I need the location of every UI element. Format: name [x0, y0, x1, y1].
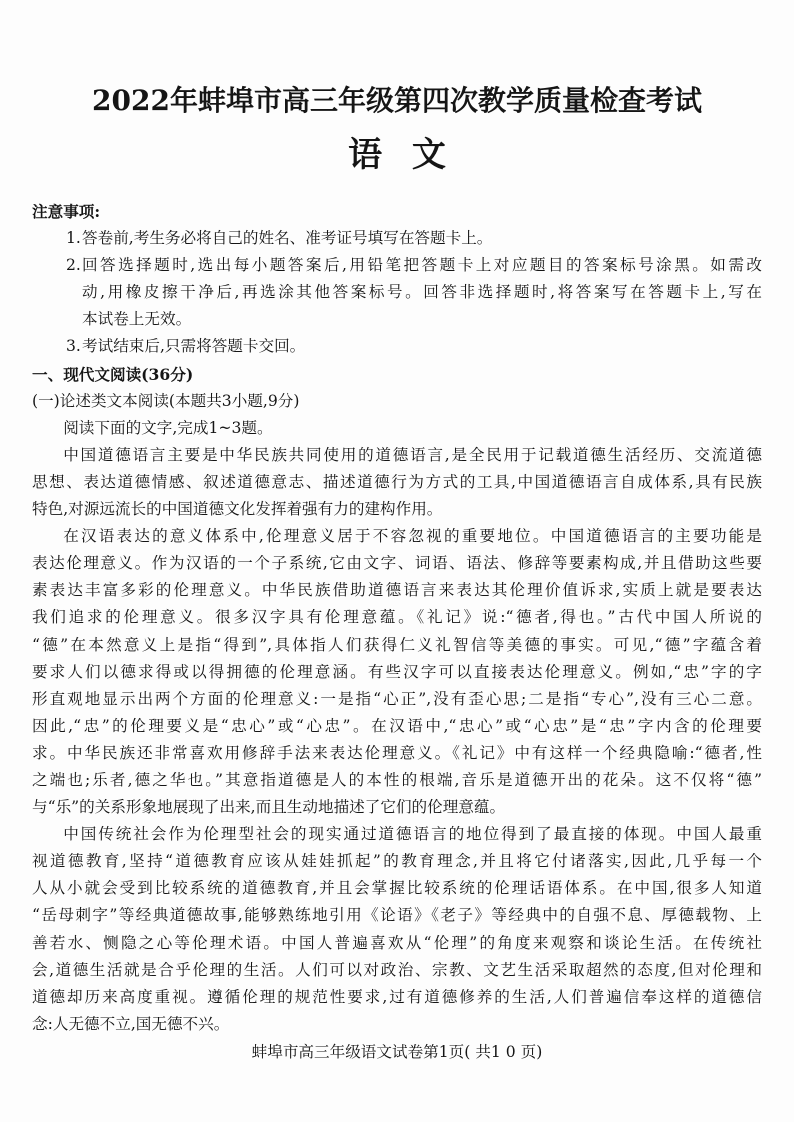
paragraph-line: 要求人们以德求得或以得拥德的伦理意涵。有些汉字可以直接表达伦理意义。例如,“忠”字的字 — [32, 662, 762, 681]
passage-paragraph-1 — [0, 442, 794, 523]
paragraph-line: 会,道德生活就是合乎伦理的生活。人们可以对政治、宗教、文艺生活采取超然的态度,但对伦理和 — [32, 960, 762, 979]
notice-item-line: 回答选择题时,选出每小题答案后,用铅笔把答题卡上对应题目的答案标号涂黑。如需改 — [82, 256, 762, 275]
notice-item-number: 3. — [66, 337, 81, 356]
paragraph-line: 求。中华民族还非常喜欢用修辞手法来表达伦理意义。《礼记》中有这样一个经典隐喻:“德者,性 — [32, 743, 762, 762]
paragraph-line: 善若水、恻隐之心等伦理术语。中国人普遍喜欢从“伦理”的角度来观察和谈论生活。在传统社 — [32, 933, 762, 952]
paragraph-line: 思想、表达道德情感、叙述道德意志、描述道德行为方式的工具,中国道德语言自成体系,具有民族 — [32, 472, 762, 491]
exam-title: 2022年蚌埠市高三年级第四次教学质量检查考试 — [92, 84, 702, 117]
paragraph-line: 因此,“忠”的伦理要义是“忠心”或“心忠”。在汉语中,“忠心”或“心忠”是“忠”字内含的伦理要 — [32, 716, 762, 735]
paragraph-line: 表达伦理意义。作为汉语的一个子系统,它由文字、词语、语法、修辞等要素构成,并且借助这些要 — [32, 554, 762, 573]
reading-instruction: 阅读下面的文字,完成1~3题。 — [63, 418, 273, 437]
notice-item — [0, 333, 794, 360]
notice-item-line: 本试卷上无效。 — [82, 310, 192, 329]
paragraph-line: 中国传统社会作为伦理型社会的现实通过道德语言的地位得到了最直接的体现。中国人最重 — [63, 825, 762, 844]
paragraph-line: 素表达丰富多彩的伦理意义。中华民族借助道德语言来表达其伦理价值诉求,实质上就是要表达 — [32, 581, 762, 600]
paragraph-line: 在汉语表达的意义体系中,伦理意义居于不容忽视的重要地位。中国道德语言的主要功能是 — [63, 527, 762, 546]
subject-title: 语 文 — [348, 135, 446, 175]
notice-item — [0, 252, 794, 333]
notice-item-number: 2. — [66, 256, 81, 275]
notice-item-line: 考试结束后,只需将答题卡交回。 — [82, 337, 306, 356]
paragraph-line: 与“乐”的关系形象地展现了出来,而且生动地描述了它们的伦理意蕴。 — [32, 798, 506, 817]
paragraph-line: 之端也;乐者,德之华也。”其意指道德是人的本性的根端,音乐是道德开出的花朵。这不仅将“德” — [32, 770, 762, 789]
paragraph-line: 念:人无德不立,国无德不兴。 — [32, 1014, 230, 1033]
paragraph-line: “岳母刺字”等经典道德故事,能够熟练地引用《论语》《老子》等经典中的自强不息、厚德载物、上 — [32, 906, 762, 925]
paragraph-line: 道德却历来高度重视。遵循伦理的规范性要求,过有道德修养的生活,人们普遍信奉这样的道德信 — [32, 987, 762, 1006]
notice-item-line: 答卷前,考生务必将自己的姓名、准考证号填写在答题卡上。 — [82, 229, 493, 248]
passage-paragraph-2 — [0, 523, 794, 821]
paragraph-line: 视道德教育,坚持“道德教育应该从娃娃抓起”的教育理念,并且将它付诸落实,因此,几乎每一个 — [32, 852, 762, 871]
notice-item-line: 动,用橡皮擦干净后,再选涂其他答案标号。回答非选择题时,将答案写在答题卡上,写在 — [82, 283, 762, 302]
notice-item — [0, 225, 794, 252]
page-footer: 蚌埠市高三年级语文试卷第1页( 共1 0 页) — [251, 1043, 543, 1061]
paragraph-line: 形直观地显示出两个方面的伦理意义:一是指“心正”,没有歪心思;二是指“专心”,没有三心二意。 — [32, 689, 762, 708]
paragraph-line: 人从小就会受到比较系统的道德教育,并且会掌握比较系统的伦理话语体系。在中国,很多人知道 — [32, 879, 762, 898]
paragraph-line: “德”在本然意义上是指“得到”,具体指人们获得仁义礼智信等美德的事实。可见,“德”字蕴含着 — [32, 635, 762, 654]
paragraph-line: 中国道德语言主要是中华民族共同使用的道德语言,是全民用于记载道德生活经历、交流道德 — [63, 445, 762, 464]
exam-content — [0, 198, 794, 1038]
paragraph-line: 我们追求的伦理意义。很多汉字具有伦理意蕴。《礼记》说:“德者,得也。”古代中国人所说的 — [32, 608, 762, 627]
subsection-heading: (一)论述类文本阅读(本题共3小题,9分) — [32, 391, 300, 410]
passage-paragraph-3 — [0, 821, 794, 1038]
paragraph-line: 特色,对源远流长的中国道德文化发挥着强有力的建构作用。 — [32, 500, 443, 519]
notice-heading: 注意事项: — [32, 202, 101, 221]
notice-item-number: 1. — [66, 229, 81, 248]
section-heading: 一、现代文阅读(36分) — [32, 364, 194, 384]
